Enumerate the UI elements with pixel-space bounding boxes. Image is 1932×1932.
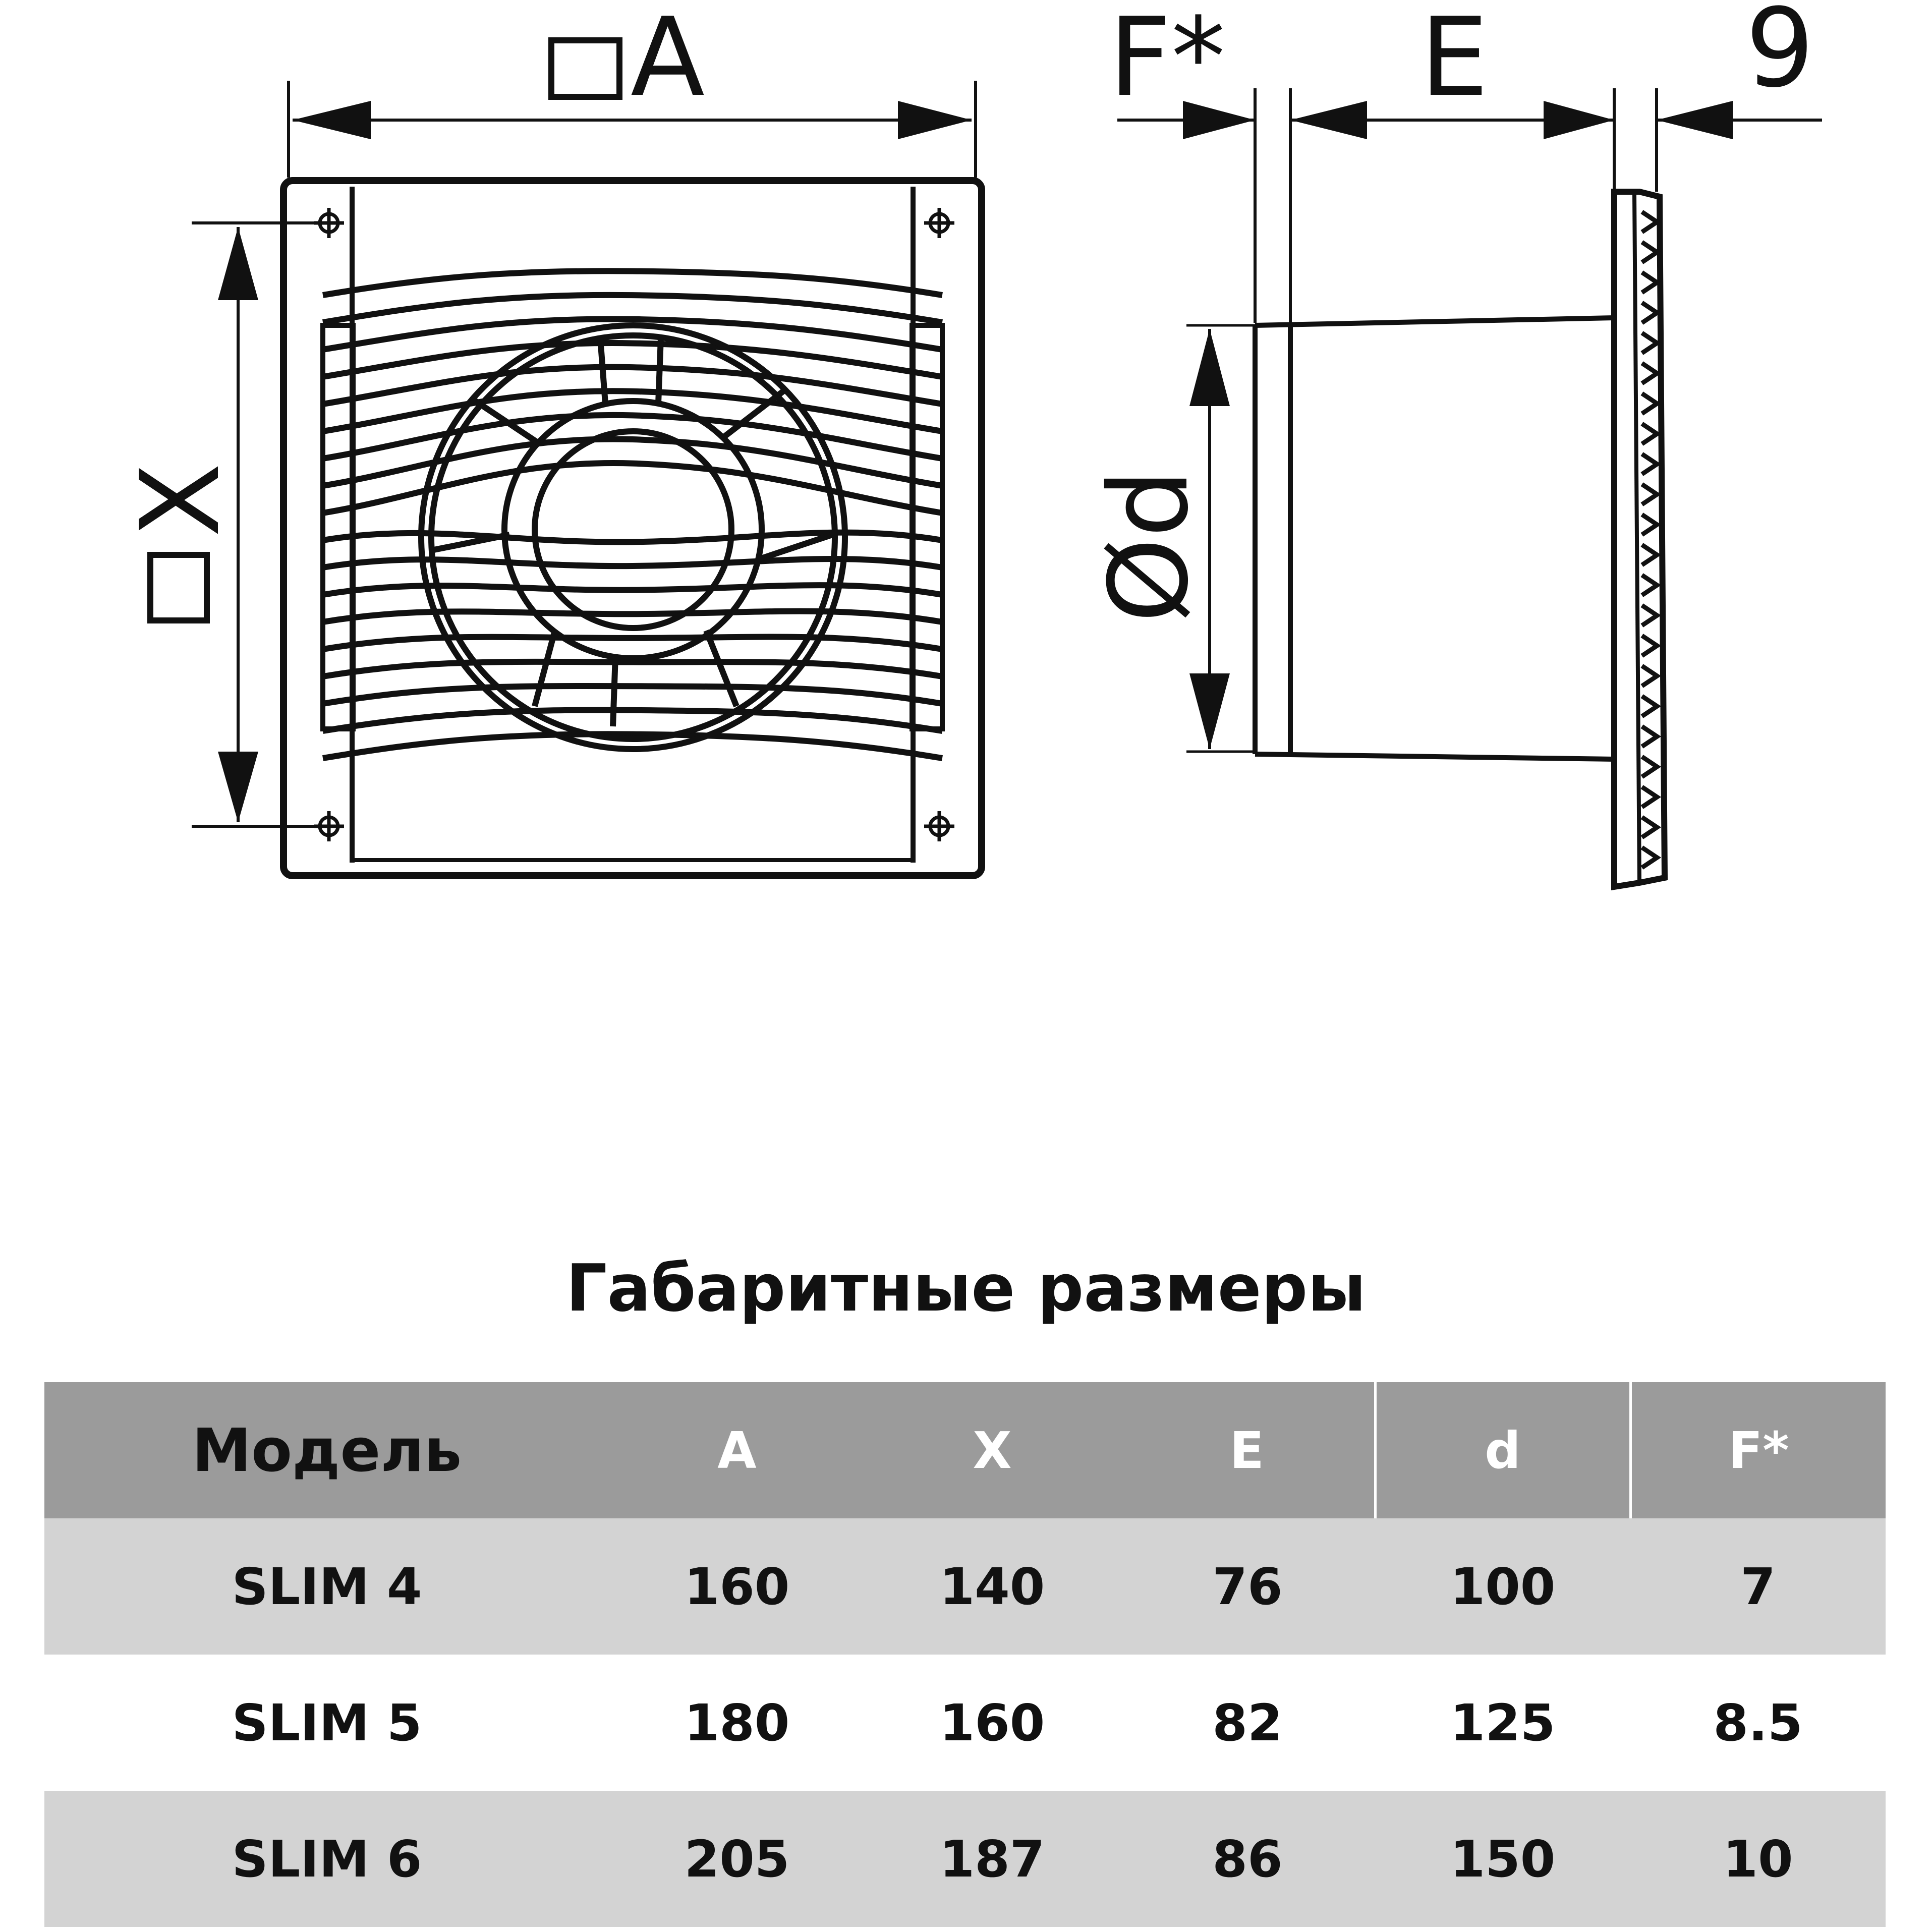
cell-a: 205 (609, 1791, 865, 1927)
table-row (44, 1518, 1886, 1655)
table-header-row (44, 1382, 1886, 1518)
cell-f: 7 (1630, 1518, 1886, 1655)
cell-a: 180 (684, 1693, 790, 1752)
header-d: d (1375, 1382, 1630, 1518)
dim-f-label: F* (1109, 0, 1226, 121)
header-f: F* (1630, 1382, 1886, 1518)
cell-a: 160 (609, 1518, 865, 1655)
dimension-f-e-9 (1117, 88, 1822, 323)
dim-e-label: E (1420, 0, 1489, 121)
dim-a-label: A (631, 0, 705, 121)
side-view (1086, 0, 1822, 887)
header-x: X (865, 1382, 1120, 1518)
table-title: Габаритные размеры (566, 1251, 1366, 1326)
square-symbol-x (150, 555, 207, 620)
cell-model: SLIM 4 (44, 1518, 609, 1655)
cell-f: 10 (1630, 1791, 1886, 1927)
table-row (44, 1655, 1886, 1791)
dim-x-label: X (117, 463, 244, 537)
header-a: A (609, 1382, 865, 1518)
cell-d: 125 (1450, 1693, 1556, 1752)
grille-louvers (323, 271, 942, 758)
cell-x: 140 (865, 1518, 1120, 1655)
header-e: E (1120, 1382, 1375, 1518)
cell-e: 76 (1120, 1518, 1375, 1655)
cell-x: 160 (939, 1693, 1045, 1752)
dimensions-table (44, 1382, 1886, 1927)
cell-e: 86 (1120, 1791, 1375, 1927)
cell-f: 8.5 (1713, 1693, 1803, 1752)
cell-model: SLIM 5 (232, 1693, 422, 1752)
header-model: Модель (44, 1382, 609, 1518)
dim-9-label: 9 (1745, 0, 1814, 111)
cell-model: SLIM 6 (44, 1791, 609, 1927)
front-view (117, 0, 982, 876)
cell-x: 187 (865, 1791, 1120, 1927)
dim-d-label: Ød (1086, 469, 1212, 623)
cell-d: 100 (1375, 1518, 1630, 1655)
cell-e: 82 (1212, 1693, 1283, 1752)
table-row (44, 1791, 1886, 1927)
cell-d: 150 (1375, 1791, 1630, 1927)
square-symbol-a (551, 40, 619, 97)
